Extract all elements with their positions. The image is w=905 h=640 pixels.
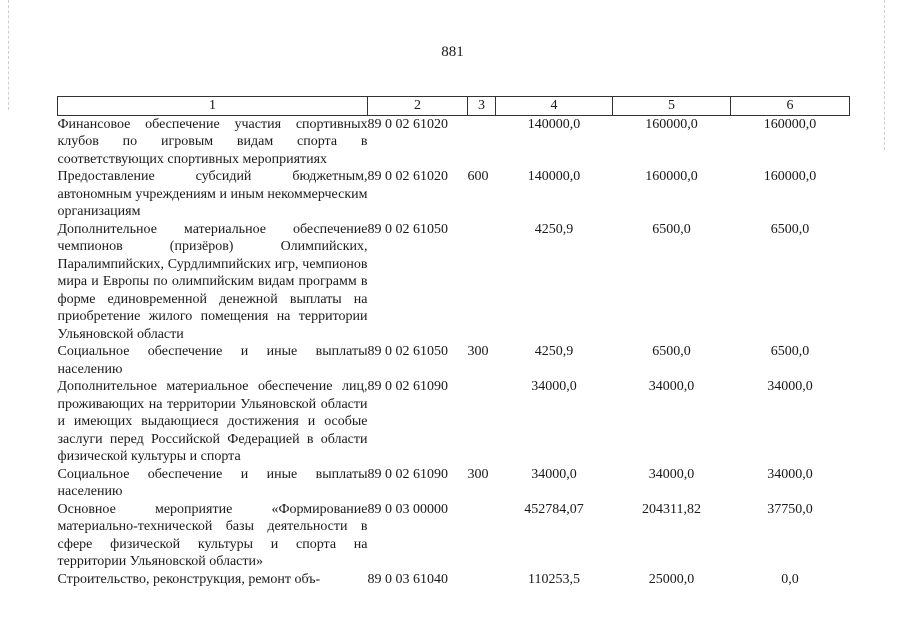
header-row bbox=[58, 97, 850, 116]
column-header-1: 1 bbox=[58, 97, 368, 116]
row-code: 89 0 03 00000 bbox=[367, 501, 448, 517]
row-type: 300 bbox=[467, 466, 489, 482]
row-description: Социальное обеспечение и иные выплаты населению bbox=[57, 344, 368, 377]
table-row bbox=[58, 221, 850, 344]
row-code: 89 0 02 61050 bbox=[367, 221, 448, 237]
row-value-5: 160000,0 bbox=[645, 169, 698, 184]
row-value-5: 34000,0 bbox=[648, 379, 695, 394]
row-type bbox=[468, 378, 496, 466]
row-value-4: 140000,0 bbox=[527, 169, 581, 184]
row-value-5: 160000,0 bbox=[645, 116, 698, 132]
row-value-4: 34000,0 bbox=[531, 466, 577, 482]
row-description: Дополнительное материальное обеспечение чемпионов (призёров) Олимпийских, Паралимпийских, Сурдлимпийских игр, чемпионов мира и Европы по олимпийским видам программ в форме единовременной денежной выплаты на приобретение жилого помещения на территории Ульяновской области bbox=[57, 221, 368, 342]
row-value-4: 34000,0 bbox=[531, 379, 577, 394]
row-value-6: 160000,0 bbox=[763, 116, 817, 132]
row-value-4: 452784,07 bbox=[524, 501, 584, 517]
page-number: 881 bbox=[441, 44, 464, 60]
row-type: 300 bbox=[467, 344, 489, 359]
row-description: Дополнительное материальное обеспечение лиц, проживающих на территории Ульяновской области и имеющих выдающиеся достижения и особые заслуги перед Российской Федерацией в области физической культуры и спорта bbox=[57, 379, 368, 464]
table-row bbox=[58, 466, 850, 501]
row-type bbox=[468, 221, 496, 344]
row-code: 89 0 02 61090 bbox=[367, 379, 448, 394]
table-row bbox=[58, 168, 850, 221]
row-value-5: 25000,0 bbox=[648, 571, 695, 587]
row-code: 89 0 03 61040 bbox=[367, 571, 448, 587]
table-row bbox=[58, 571, 850, 589]
row-type bbox=[468, 115, 496, 168]
column-header-2: 2 bbox=[368, 97, 468, 116]
row-type: 600 bbox=[467, 169, 489, 184]
row-value-4: 140000,0 bbox=[527, 116, 581, 132]
row-value-6: 34000,0 bbox=[767, 466, 813, 482]
row-value-6: 6500,0 bbox=[770, 221, 810, 237]
row-value-4: 4250,9 bbox=[534, 344, 574, 359]
table-row bbox=[58, 378, 850, 466]
row-value-5: 6500,0 bbox=[652, 344, 691, 359]
row-type bbox=[468, 501, 496, 571]
row-value-5: 6500,0 bbox=[652, 221, 691, 237]
row-description: Основное мероприятие «Формирование материально-технической базы деятельности в сфере физической культуры и спорта на территории Ульяновской области» bbox=[57, 501, 368, 569]
row-code: 89 0 02 61020 bbox=[367, 116, 448, 132]
table-row bbox=[58, 115, 850, 168]
table-row bbox=[58, 501, 850, 571]
row-code: 89 0 02 61020 bbox=[367, 169, 448, 184]
row-type bbox=[468, 571, 496, 589]
column-header-6: 6 bbox=[731, 97, 850, 116]
row-value-4: 4250,9 bbox=[534, 221, 574, 237]
row-value-5: 34000,0 bbox=[648, 466, 695, 482]
row-description: Строительство, реконструкция, ремонт объ- bbox=[57, 571, 321, 587]
row-value-6: 6500,0 bbox=[770, 344, 810, 359]
row-description: Социальное обеспечение и иные выплаты населению bbox=[57, 466, 368, 499]
column-header-5: 5 bbox=[613, 97, 731, 116]
scan-edge-right bbox=[884, 0, 885, 150]
row-value-6: 160000,0 bbox=[763, 169, 817, 184]
column-header-3: 3 bbox=[468, 97, 496, 116]
column-header-4: 4 bbox=[496, 97, 613, 116]
row-value-5: 204311,82 bbox=[642, 501, 701, 517]
row-code: 89 0 02 61090 bbox=[367, 466, 448, 482]
row-description: Предоставление субсидий бюджетным, автономным учреждениям и иным некоммерческим организациям bbox=[57, 169, 368, 219]
row-value-6: 0,0 bbox=[781, 571, 799, 587]
row-value-6: 37750,0 bbox=[767, 501, 813, 517]
table-row bbox=[58, 343, 850, 378]
row-description: Финансовое обеспечение участия спортивных клубов по игровым видам спорта в соответствующих спортивных мероприятиях bbox=[57, 116, 368, 167]
row-value-4: 110253,5 bbox=[528, 571, 580, 587]
budget-table bbox=[57, 96, 850, 588]
row-code: 89 0 02 61050 bbox=[367, 344, 448, 359]
row-value-6: 34000,0 bbox=[767, 379, 813, 394]
